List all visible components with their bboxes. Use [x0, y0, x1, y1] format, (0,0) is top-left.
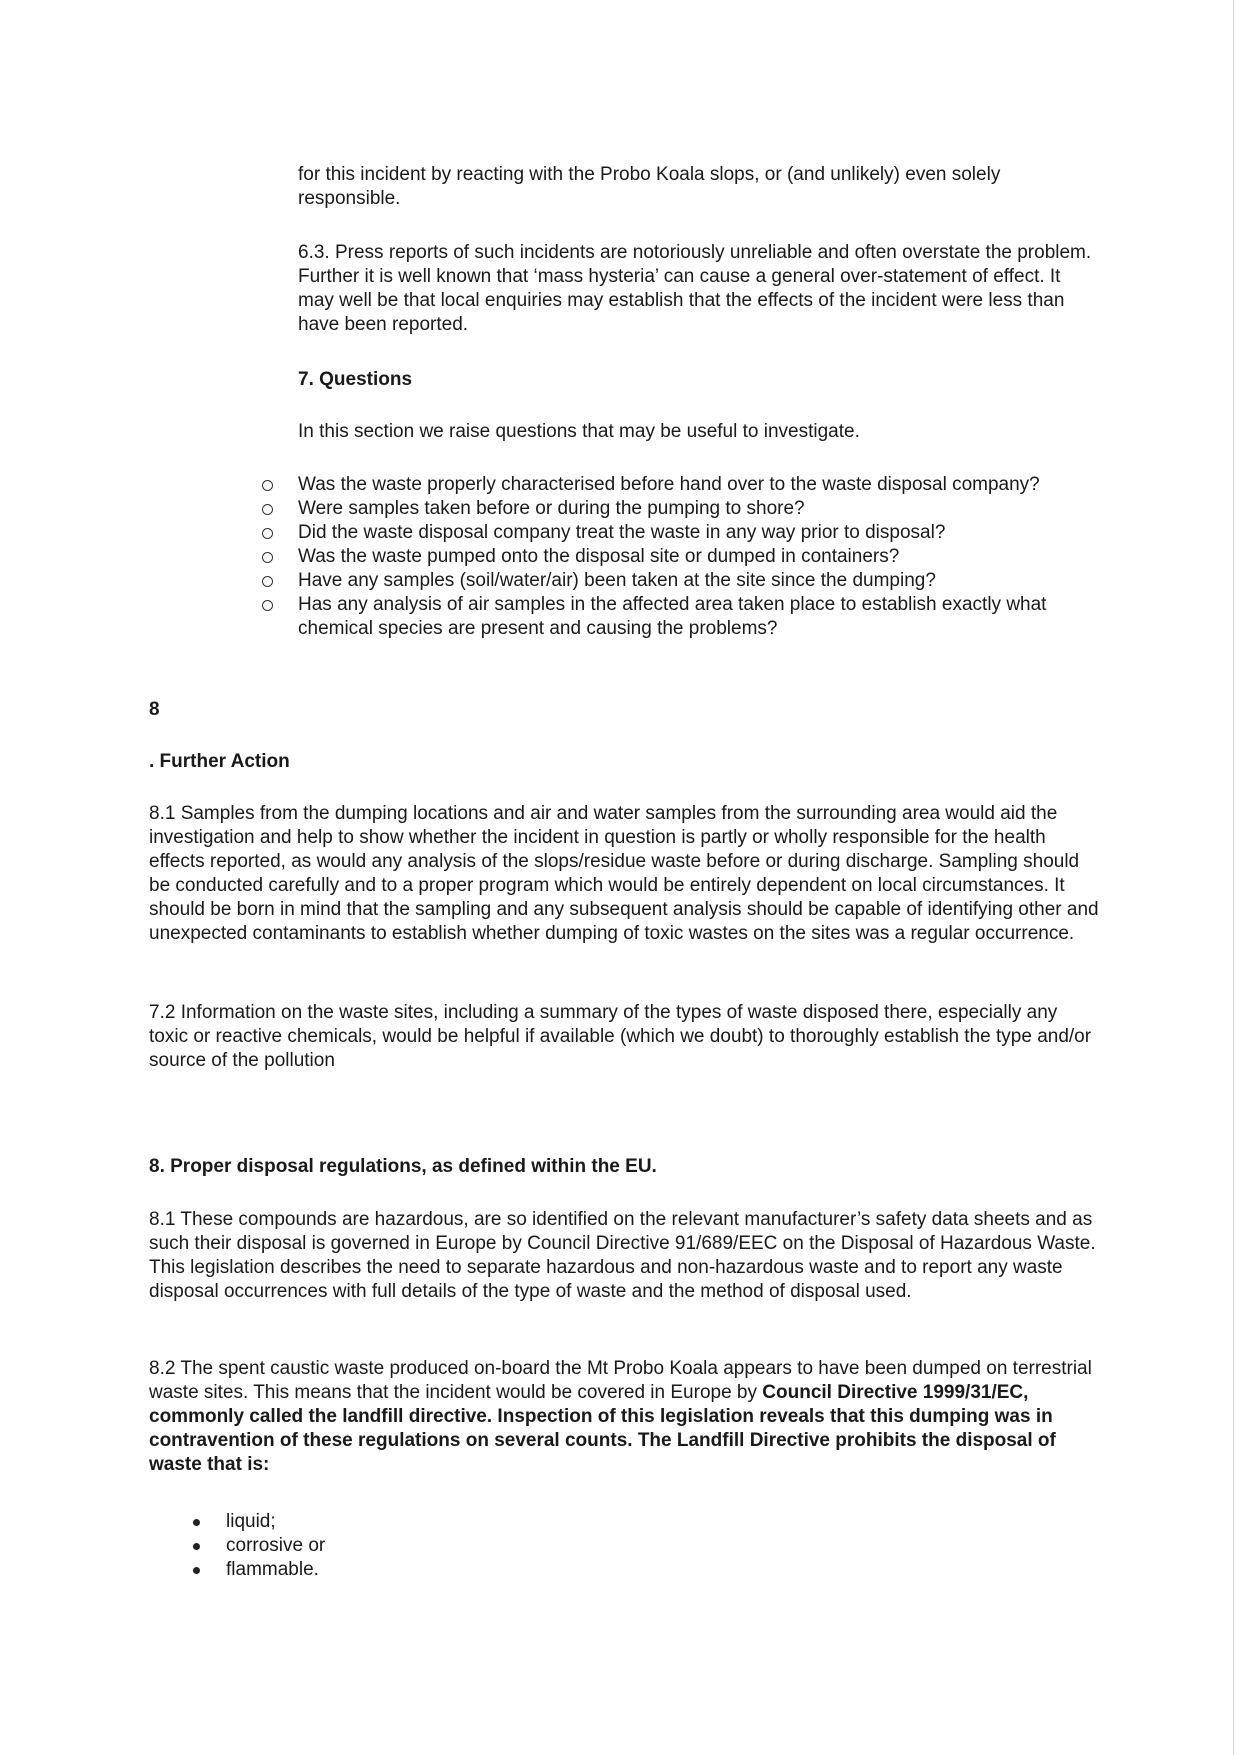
further-action-heading: . Further Action	[149, 751, 290, 772]
prohibited-text: flammable.	[226, 1559, 319, 1580]
question-text: Were samples taken before or during the pumping to shore?	[298, 498, 805, 519]
list-item	[262, 497, 1102, 521]
list-item	[190, 1534, 790, 1558]
questions-list	[262, 473, 1102, 641]
dot-bullet-icon	[193, 1567, 200, 1574]
paragraph-7-2: 7.2 Information on the waste sites, including a summary of the types of waste disposed there, especially any toxic or reactive chemicals, would be helpful if available (which we doubt) to thoroughly establish the type and/or source of the pollution	[149, 1002, 1092, 1071]
list-item	[262, 545, 1102, 569]
prohibited-text: corrosive or	[226, 1535, 326, 1556]
paragraph-8-1-disposal: 8.1 These compounds are hazardous, are so identified on the relevant manufacturer’s safety data sheets and as such their disposal is governed in Europe by Council Directive 91/689/EEC on the Disposal of Hazardous Waste. This legislation describes the need to separate hazardous and non-hazardous waste and to report any waste disposal occurrences with full details of the type of waste and the method of disposal used.	[149, 1209, 1096, 1302]
section-8-disposal-heading: 8. Proper disposal regulations, as defined within the EU.	[149, 1156, 657, 1177]
list-item	[262, 593, 1102, 641]
question-text: Was the waste pumped onto the disposal site or dumped in containers?	[298, 546, 900, 567]
dot-bullet-icon	[193, 1519, 200, 1526]
paragraph-6-2-continued: for this incident by reacting with the Probo Koala slops, or (and unlikely) even solely responsible.	[298, 164, 1001, 209]
paragraph-8-1-further-action: 8.1 Samples from the dumping locations and air and water samples from the surrounding area would aid the investigation and help to show whether the incident in question is partly or wholly responsible for the health effects reported, as would any analysis of the slops/residue waste before or during discharge. Sampling should be conducted carefully and to a proper program which would be entirely dependent on local circumstances. It should be born in mind that the sampling and any subsequent analysis should be capable of identifying other and unexpected contaminants to establish whether dumping of toxic wastes on the sites was a regular occurrence.	[149, 803, 1099, 944]
question-text: Did the waste disposal company treat the waste in any way prior to disposal?	[298, 522, 946, 543]
list-item	[190, 1510, 790, 1534]
circle-bullet-icon	[262, 552, 273, 563]
question-text: Was the waste properly characterised before hand over to the waste disposal company?	[298, 474, 1040, 495]
list-item	[262, 569, 1102, 593]
circle-bullet-icon	[262, 576, 273, 587]
prohibited-list	[190, 1510, 790, 1582]
prohibited-text: liquid;	[226, 1511, 276, 1532]
section-7-intro: In this section we raise questions that may be useful to investigate.	[298, 421, 860, 442]
list-item	[190, 1558, 790, 1582]
section-8-number: 8	[149, 699, 160, 720]
circle-bullet-icon	[262, 480, 273, 491]
circle-bullet-icon	[262, 504, 273, 515]
circle-bullet-icon	[262, 528, 273, 539]
paragraph-8-2-bold: Council Directive 1999/31/EC, commonly called the landfill directive. Inspection of this legislation reveals that this dumping was in contravention of these regulations on several counts. The Landfill Directive prohibits the disposal of waste that is:	[149, 1382, 1056, 1475]
question-text: Have any samples (soil/water/air) been taken at the site since the dumping?	[298, 570, 936, 591]
dot-bullet-icon	[193, 1543, 200, 1550]
paragraph-6-3: 6.3. Press reports of such incidents are notoriously unreliable and often overstate the problem. Further it is well known that ‘mass hysteria’ can cause a general over-statement of effect. It may well be that local enquiries may establish that the effects of the incident were less than have been reported.	[298, 242, 1092, 335]
page-edge	[1233, 0, 1234, 1755]
question-text: Has any analysis of air samples in the affected area taken place to establish exactly what chemical species are present and causing the problems?	[298, 594, 1047, 639]
section-7-heading: 7. Questions	[298, 369, 413, 390]
list-item	[262, 473, 1102, 497]
circle-bullet-icon	[262, 600, 273, 611]
paragraph-8-2	[149, 1357, 1099, 1477]
paragraph-8-2-plain: 8.2 The spent caustic waste produced on-board the Mt Probo Koala appears to have been dumped on terrestrial waste sites. This means that the incident would be covered in Europe by	[149, 1358, 1092, 1403]
list-item	[262, 521, 1102, 545]
